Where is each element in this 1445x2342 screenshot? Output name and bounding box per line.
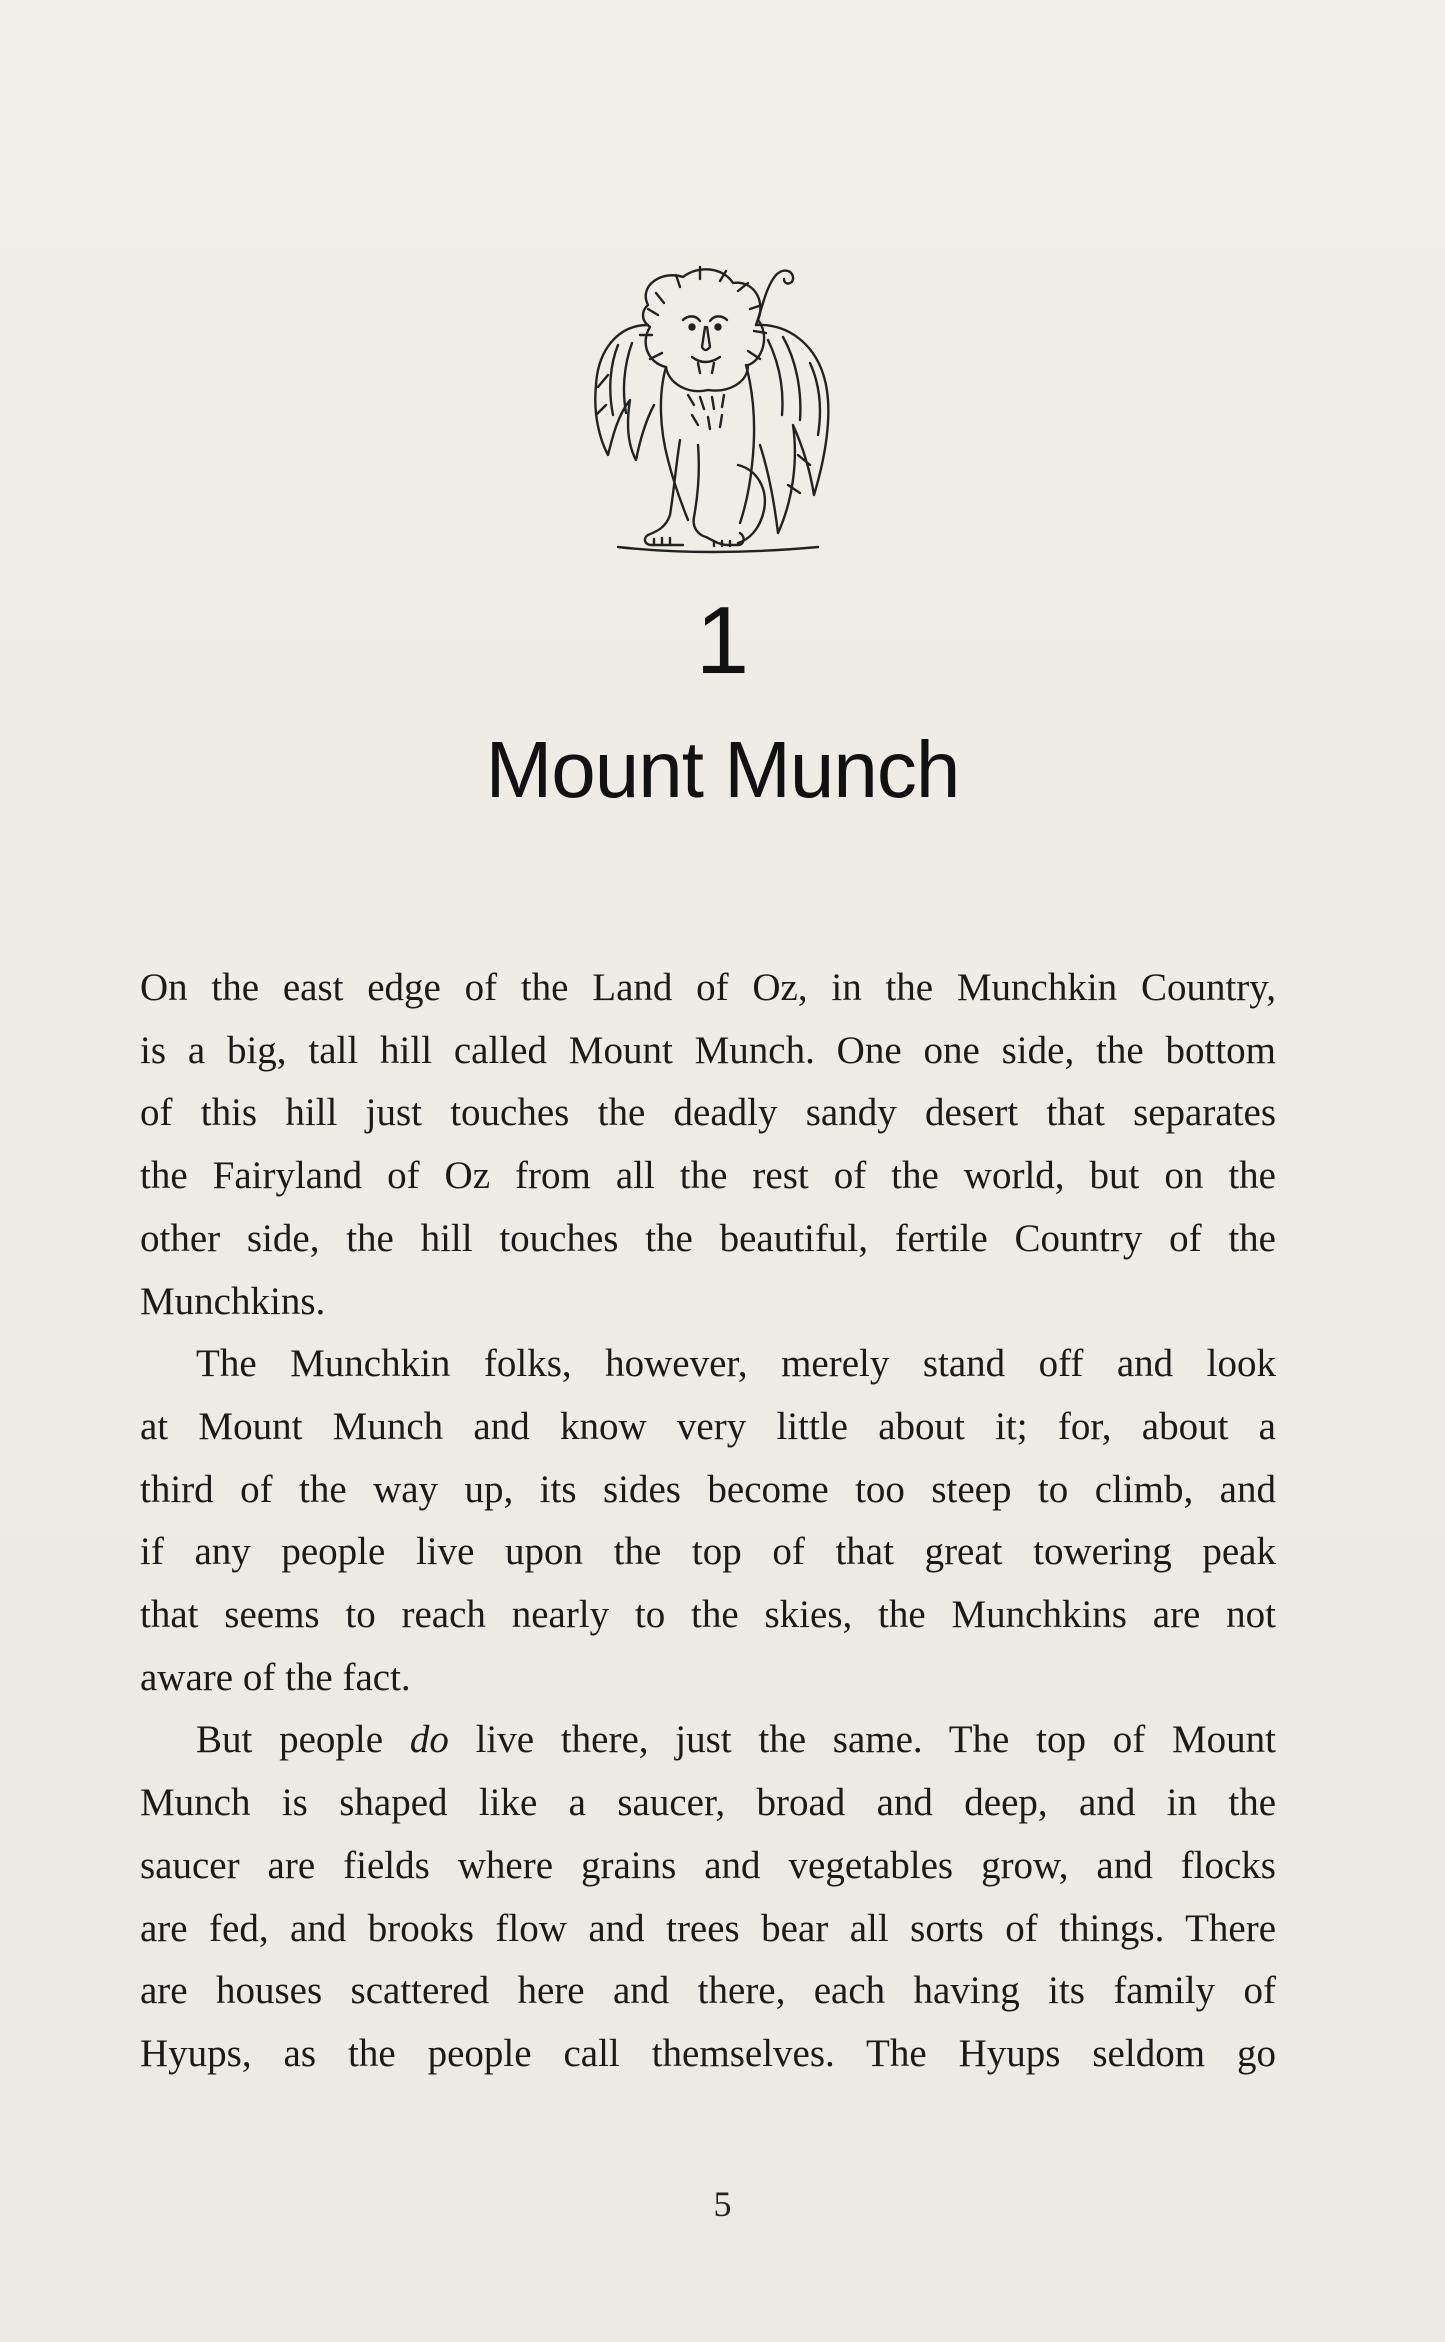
text-line: if any people live upon the top of that great towering peak — [140, 1530, 1276, 1574]
text-line: Munchkins. — [140, 1279, 326, 1323]
text-line: are houses scattered here and there, each having its family of — [140, 1969, 1276, 2013]
text-line: aware of the fact. — [140, 1655, 411, 1699]
text-line: is a big, tall hill called Mount Munch. One one side, the bottom — [140, 1028, 1276, 1072]
text-line: are fed, and brooks flow and trees bear all sorts of things. There — [140, 1906, 1276, 1950]
text-line: that seems to reach nearly to the skies, the Munchkins are not — [140, 1593, 1276, 1637]
text-line: Munch is shaped like a saucer, broad and deep, and in the — [140, 1781, 1276, 1825]
text-line: On the east edge of the Land of Oz, in the Munchkin Country, — [140, 966, 1276, 1009]
paragraph — [140, 957, 1276, 1333]
emphasis-text: do — [409, 1718, 449, 1762]
chapter-title: Mount Munch — [485, 725, 960, 814]
chapter-number: 1 — [695, 587, 750, 694]
text-line: third of the way up, its sides become too steep to climb, and — [140, 1467, 1276, 1511]
text-run: live there, just the same. The top of Mount — [448, 1718, 1276, 1762]
chapter-body — [140, 957, 1276, 2086]
text-line: saucer are fields where grains and vegetables grow, and flocks — [140, 1843, 1276, 1887]
paragraph — [140, 1709, 1276, 2085]
text-line: other side, the hill touches the beautiful, fertile Country of the — [140, 1216, 1276, 1260]
text-line: of this hill just touches the deadly sandy desert that separates — [140, 1091, 1276, 1135]
page-number: 5 — [713, 2184, 732, 2224]
text-line: Hyups, as the people call themselves. The Hyups seldom go — [140, 2031, 1276, 2075]
paragraph — [140, 1333, 1276, 1709]
text-line: the Fairyland of Oz from all the rest of the world, but on the — [140, 1154, 1276, 1198]
text-run: But people — [196, 1718, 410, 1762]
text-line — [140, 1709, 1276, 1772]
text-line: at Mount Munch and know very little about it; for, about a — [140, 1404, 1276, 1448]
text-line: The Munchkin folks, however, merely stand off and look — [196, 1342, 1276, 1386]
winged-lion-illustration-icon — [588, 265, 848, 565]
